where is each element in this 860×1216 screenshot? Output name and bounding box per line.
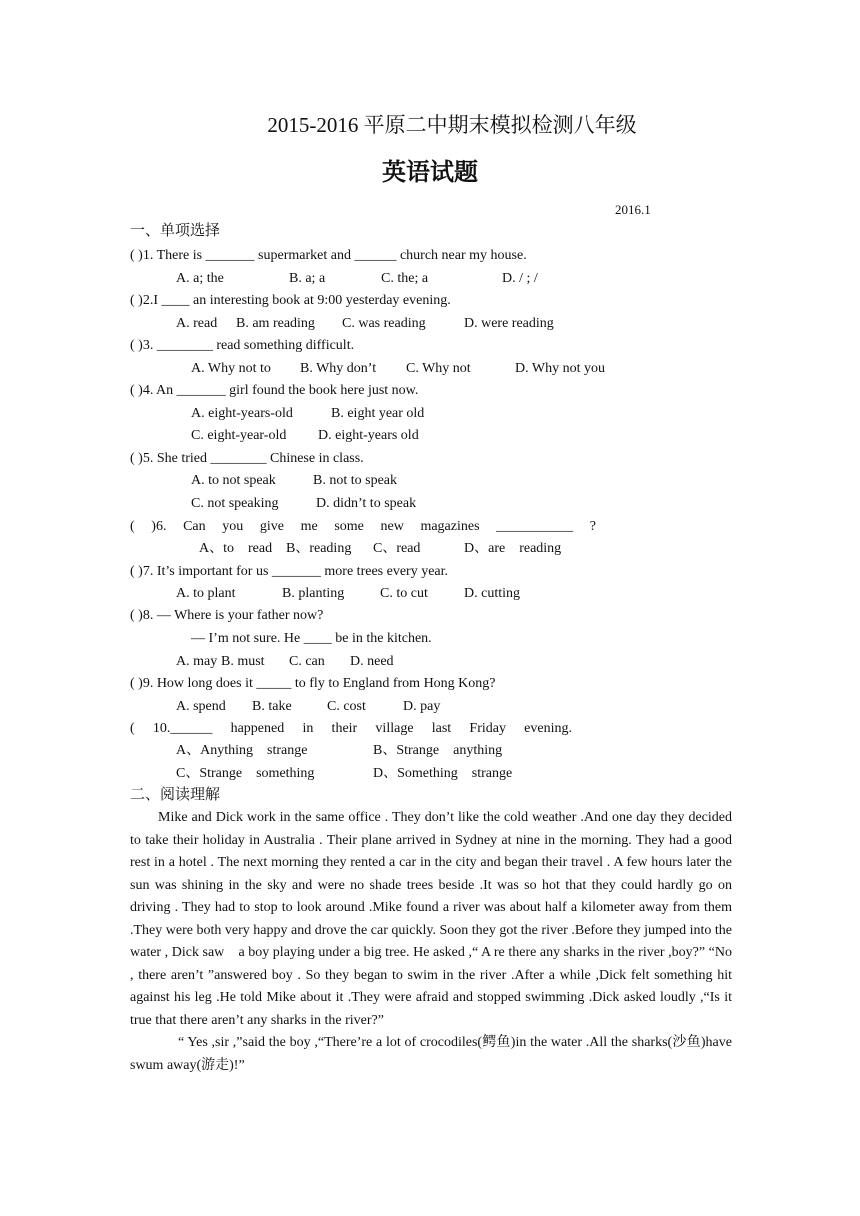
q10-stem: ( 10.______ happened in their village last Friday evening.	[130, 721, 572, 736]
q8-option-d: D. need	[350, 654, 394, 669]
q8-stem-response: — I’m not sure. He ____ be in the kitchen.	[191, 631, 432, 646]
q3-option-d: D. Why not you	[515, 361, 605, 376]
q3-stem: ( )3. ________ read something difficult.	[130, 338, 355, 353]
q7-option-d: D. cutting	[464, 586, 520, 601]
q10-option-c: C、Strange something	[176, 766, 315, 781]
q8-option-a: A. may	[176, 654, 218, 669]
q4-option-b: B. eight year old	[331, 406, 425, 421]
exam-title-line2: 英语试题	[382, 158, 478, 186]
q6-option-d: D、are reading	[464, 541, 562, 556]
section1-heading: 一、单项选择	[130, 223, 221, 239]
exam-date: 2016.1	[615, 202, 651, 217]
q5-option-a: A. to not speak	[191, 473, 276, 488]
q2-option-a: A. read	[176, 316, 218, 331]
q5-option-d: D. didn’t to speak	[316, 496, 417, 511]
q9-option-d: D. pay	[403, 699, 441, 714]
q6-option-b: B、reading	[286, 541, 352, 556]
q3-option-b: B. Why don’t	[300, 361, 377, 376]
q9-stem: ( )9. How long does it _____ to fly to England from Hong Kong?	[130, 676, 496, 691]
q1-option-a: A. a; the	[176, 271, 224, 286]
section2-heading: 二、阅读理解	[130, 787, 221, 803]
q9-option-b: B. take	[252, 699, 292, 714]
q9-option-a: A. spend	[176, 699, 226, 714]
q3-option-c: C. Why not	[406, 361, 471, 376]
q2-option-d: D. were reading	[464, 316, 554, 331]
q10-option-d: D、Something strange	[373, 766, 513, 781]
q4-option-c: C. eight-year-old	[191, 428, 287, 443]
q7-option-a: A. to plant	[176, 586, 236, 601]
q8-stem: ( )8. — Where is your father now?	[130, 608, 324, 623]
q5-option-c: C. not speaking	[191, 496, 279, 511]
q2-option-b: B. am reading	[236, 316, 315, 331]
q5-option-b: B. not to speak	[313, 473, 397, 488]
q6-stem: ( )6. Can you give me some new magazines ___________ ?	[130, 519, 596, 534]
q6-option-c: C、read	[373, 541, 421, 556]
q4-option-a: A. eight-years-old	[191, 406, 293, 421]
q1-stem: ( )1. There is _______ supermarket and ______ church near my house.	[130, 248, 527, 263]
q2-stem: ( )2.I ____ an interesting book at 9:00 yesterday evening.	[130, 293, 451, 308]
reading-paragraph-2: “ Yes ,sir ,”said the boy ,“There’re a lot of crocodiles(鳄鱼)in the water .All the sharks(沙鱼)have swum away(游走)!”	[130, 1035, 732, 1073]
q8-option-b: B. must	[221, 654, 265, 669]
reading-passage	[130, 807, 732, 1077]
q8-option-c: C. can	[289, 654, 325, 669]
exam-title-line1: 2015-2016 平原二中期末模拟检测八年级	[267, 113, 637, 137]
q1-option-b: B. a; a	[289, 271, 326, 286]
q6-option-a: A、to read	[199, 541, 273, 556]
reading-paragraph-1: Mike and Dick work in the same office . They don’t like the cold weather .And one day they decided to take their holiday in Australia . Their plane arrived in Sydney at nine in the morning. They had a good rest in a hotel . The next morning they rented a car in the city and began their travel . A few hours later the sun was shining in the sky and were no shade trees beside .It was so hot that they could hardly go on driving . They had to stop to look around .Mike found a river was about half a kilometer away from them .They were both very happy and drove the car quickly. Soon they got the river .Before they jumped into the water , Dick saw a boy playing under a big tree. He asked ,“ A re there any sharks in the river ,boy?” “No , there aren’t ”answered boy . So they began to swim in the river .After a while ,Dick felt something hit against his leg .He told Mike about it .They were afraid and stopped swimming .Dick asked loudly ,“Is it true that there aren’t any sharks in the river?”	[130, 810, 732, 1028]
q7-option-b: B. planting	[282, 586, 345, 601]
q1-option-d: D. / ; /	[502, 271, 538, 286]
q2-option-c: C. was reading	[342, 316, 426, 331]
q10-option-b: B、Strange anything	[373, 743, 503, 758]
q3-option-a: A. Why not to	[191, 361, 271, 376]
q7-option-c: C. to cut	[380, 586, 428, 601]
q7-stem: ( )7. It’s important for us _______ more trees every year.	[130, 564, 449, 579]
q5-stem: ( )5. She tried ________ Chinese in class.	[130, 451, 364, 466]
q4-stem: ( )4. An _______ girl found the book here just now.	[130, 383, 419, 398]
q9-option-c: C. cost	[327, 699, 366, 714]
q10-option-a: A、Anything strange	[176, 743, 308, 758]
q1-option-c: C. the; a	[381, 271, 429, 286]
q4-option-d: D. eight-years old	[318, 428, 419, 443]
